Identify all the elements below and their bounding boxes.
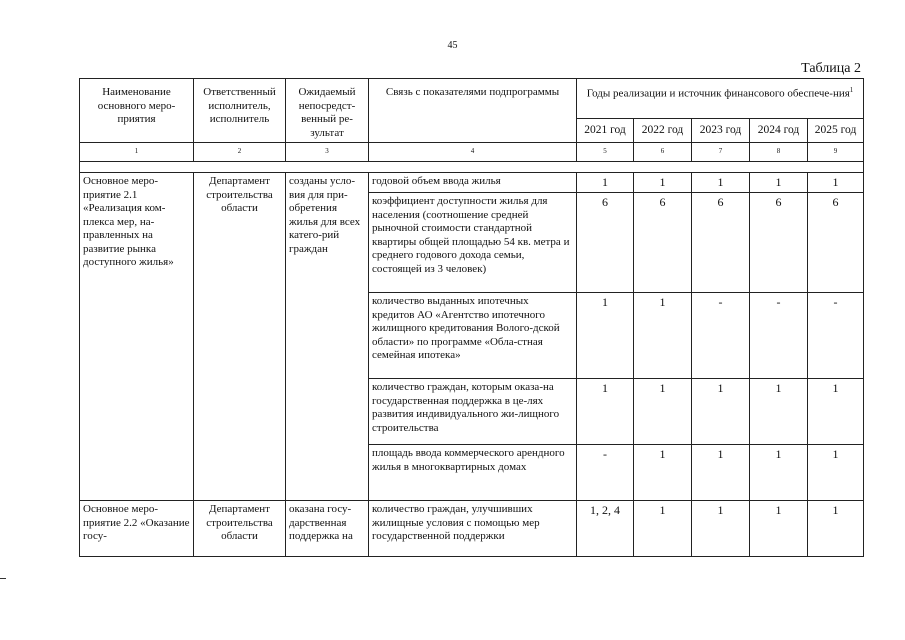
column-number: 3: [286, 143, 369, 162]
indicator-value: 1: [692, 379, 750, 445]
measure-executor: Департамент строительства области: [194, 501, 286, 557]
page-number: 45: [447, 40, 458, 51]
indicator-value: 1: [634, 445, 692, 501]
table-row: [80, 173, 864, 193]
indicator-text: количество граждан, улучшивших жилищные условия с помощью мер государственной поддержки: [369, 501, 577, 557]
indicator-text: коэффициент доступности жилья для населения (соотношение средней рыночной стоимости стандартной квартиры общей площадью 54 кв. метра и среднего годового дохода семьи, состоящей из 3 человек): [369, 193, 577, 293]
indicator-value: 1: [750, 445, 808, 501]
measure-result: созданы усло-вия для при-обретения жилья для всех катего-рий граждан: [286, 173, 369, 501]
header-year: 2021 год: [577, 119, 634, 143]
header-executor: Ответственный исполнитель, исполнитель: [194, 79, 286, 143]
indicator-value: -: [692, 293, 750, 379]
measures-table: [79, 78, 864, 557]
column-number: 1: [80, 143, 194, 162]
indicator-value: 6: [750, 193, 808, 293]
margin-mark: [0, 578, 6, 579]
indicator-value: 1: [808, 501, 864, 557]
indicator-value: 6: [808, 193, 864, 293]
indicator-value: 1: [750, 379, 808, 445]
indicator-value: 1: [808, 173, 864, 193]
table-caption: Таблица 2: [801, 61, 861, 76]
table-row: [80, 501, 864, 557]
header-row: [80, 79, 864, 119]
indicator-value: 1: [634, 293, 692, 379]
indicator-text: годовой объем ввода жилья: [369, 173, 577, 193]
footnote-marker: 1: [849, 86, 854, 94]
header-year: 2022 год: [634, 119, 692, 143]
indicator-value: 1: [577, 173, 634, 193]
indicator-value: 1: [577, 293, 634, 379]
header-measure-name: Наименование основного меро-приятия: [80, 79, 194, 143]
indicator-value: -: [808, 293, 864, 379]
indicator-text: количество выданных ипотечных кредитов АО «Агентство ипотечного жилищного кредитования Волого-дской области» по программе «Обла-стная семейная ипотека»: [369, 293, 577, 379]
measure-result: оказана госу-дарственная поддержка на: [286, 501, 369, 557]
indicator-value: 6: [577, 193, 634, 293]
spacer-row: [80, 162, 864, 173]
column-number: 9: [808, 143, 864, 162]
indicator-value: 1: [634, 379, 692, 445]
column-number: 5: [577, 143, 634, 162]
column-number: 4: [369, 143, 577, 162]
indicator-value: 1: [692, 173, 750, 193]
header-years-group: [577, 79, 864, 119]
column-number: 6: [634, 143, 692, 162]
indicator-value: 1: [808, 379, 864, 445]
indicator-value: 1: [577, 379, 634, 445]
header-indicator-link: Связь с показателями подпрограммы: [369, 79, 577, 143]
indicator-value: 1: [692, 501, 750, 557]
header-year: 2025 год: [808, 119, 864, 143]
indicator-value: 1: [692, 445, 750, 501]
header-year: 2024 год: [750, 119, 808, 143]
column-number: 8: [750, 143, 808, 162]
indicator-value: 1: [750, 501, 808, 557]
indicator-value: -: [577, 445, 634, 501]
column-numbers-row: [80, 143, 864, 162]
indicator-value: 1: [808, 445, 864, 501]
measure-name: Основное меро-приятие 2.2 «Оказание госу-: [80, 501, 194, 557]
measure-name: Основное меро-приятие 2.1 «Реализация ком-плекса мер, на-правленных на развитие рынка доступного жилья»: [80, 173, 194, 501]
indicator-text: площадь ввода коммерческого арендного жилья в многоквартирных домах: [369, 445, 577, 501]
indicator-value: 1: [750, 173, 808, 193]
column-number: 7: [692, 143, 750, 162]
header-years-group-text: Годы реализации и источник финансового обеспече-ния: [586, 87, 850, 100]
header-year: 2023 год: [692, 119, 750, 143]
indicator-text: количество граждан, которым оказа-на государственная поддержка в це-лях развития индивидуального жи-лищного строительства: [369, 379, 577, 445]
measure-executor: Департамент строительства области: [194, 173, 286, 501]
indicator-value: 6: [634, 193, 692, 293]
column-number: 2: [194, 143, 286, 162]
indicator-value: 1, 2, 4: [577, 501, 634, 557]
indicator-value: 6: [692, 193, 750, 293]
indicator-value: -: [750, 293, 808, 379]
indicator-value: 1: [634, 501, 692, 557]
indicator-value: 1: [634, 173, 692, 193]
header-expected-result: Ожидаемый непосредст-венный ре-зультат: [286, 79, 369, 143]
